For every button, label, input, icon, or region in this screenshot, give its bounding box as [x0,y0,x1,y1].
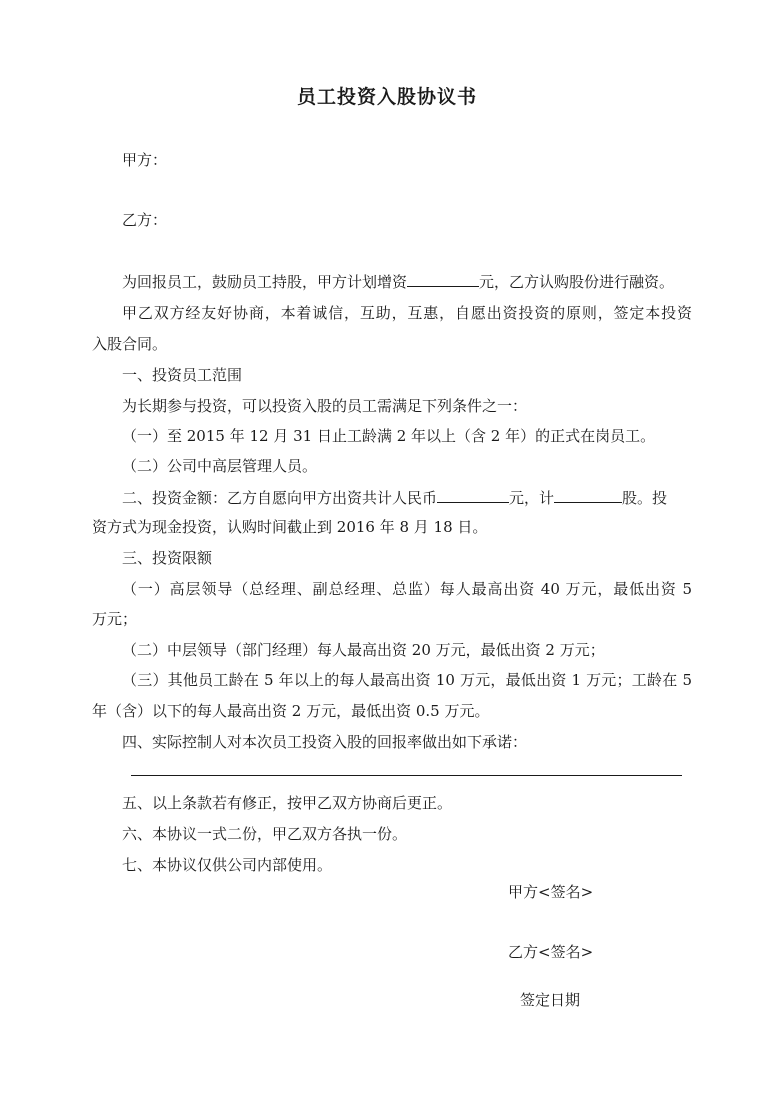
section-3-heading: 三、投资限额 [122,549,213,567]
intro-paragraph-2-line-1: 甲乙双方经友好协商，本着诚信，互助，互惠，自愿出资投资的原则，签定本投资 [122,304,692,322]
section-2-line-2: 资方式为现金投资，认购时间截止到 2016 年 8 月 18 日。 [92,518,488,536]
section-2-text-c: 股。投 [622,489,668,507]
section-2-text-a: 二、投资金额：乙方自愿向甲方出资共计人民币 [122,489,438,507]
commitment-blank-line [131,775,682,776]
section-3-item-1-line-1: （一）高层领导（总经理、副总经理、总监）每人最高出资 40 万元，最低出资 5 [122,580,692,598]
document-title: 员工投资入股协议书 [296,86,477,108]
section-3-item-3-line-1: （三）其他员工龄在 5 年以上的每人最高出资 10 万元，最低出资 1 万元；工龄在 5 [122,671,692,689]
section-3-item-1-line-2: 万元； [92,610,138,628]
section-1-item-1: （一）至 2015 年 12 月 31 日止工龄满 2 年以上（含 2 年）的正式在岗员工。 [122,427,656,445]
section-1-lead: 为长期参与投资，可以投资入股的员工需满足下列条件之一： [122,397,528,415]
party-a-label: 甲方： [122,151,168,169]
section-1-heading: 一、投资员工范围 [122,366,243,384]
section-5: 五、以上条款若有修正，按甲乙双方协商后更正。 [122,794,453,812]
section-1-item-2: （二）公司中高层管理人员。 [122,457,318,475]
section-3-item-3-line-2: 年（含）以下的每人最高出资 2 万元，最低出资 0.5 万元。 [92,702,490,720]
section-2-text-b: 元，计 [509,489,555,507]
share-count-blank [554,487,622,503]
party-b-label: 乙方： [122,211,168,229]
party-b-signature: 乙方<签名> [508,943,594,961]
intro-text-a: 为回报员工，鼓励员工持股，甲方计划增资 [122,273,408,291]
party-a-signature: 甲方<签名> [508,883,594,901]
section-6: 六、本协议一式二份，甲乙双方各执一份。 [122,825,408,843]
investment-amount-blank [437,487,509,503]
capital-increase-blank [407,271,479,287]
intro-paragraph-1 [122,271,692,292]
section-2-line-1 [122,487,692,508]
intro-text-b: 元，乙方认购股份进行融资。 [479,273,675,291]
section-7: 七、本协议仅供公司内部使用。 [122,856,333,874]
section-3-item-2: （二）中层领导（部门经理）每人最高出资 20 万元，最低出资 2 万元； [122,641,605,659]
signing-date-label: 签定日期 [520,991,581,1009]
intro-paragraph-2-line-2: 入股合同。 [92,335,168,353]
section-4-heading: 四、实际控制人对本次员工投资入股的回报率做出如下承诺： [122,733,528,751]
